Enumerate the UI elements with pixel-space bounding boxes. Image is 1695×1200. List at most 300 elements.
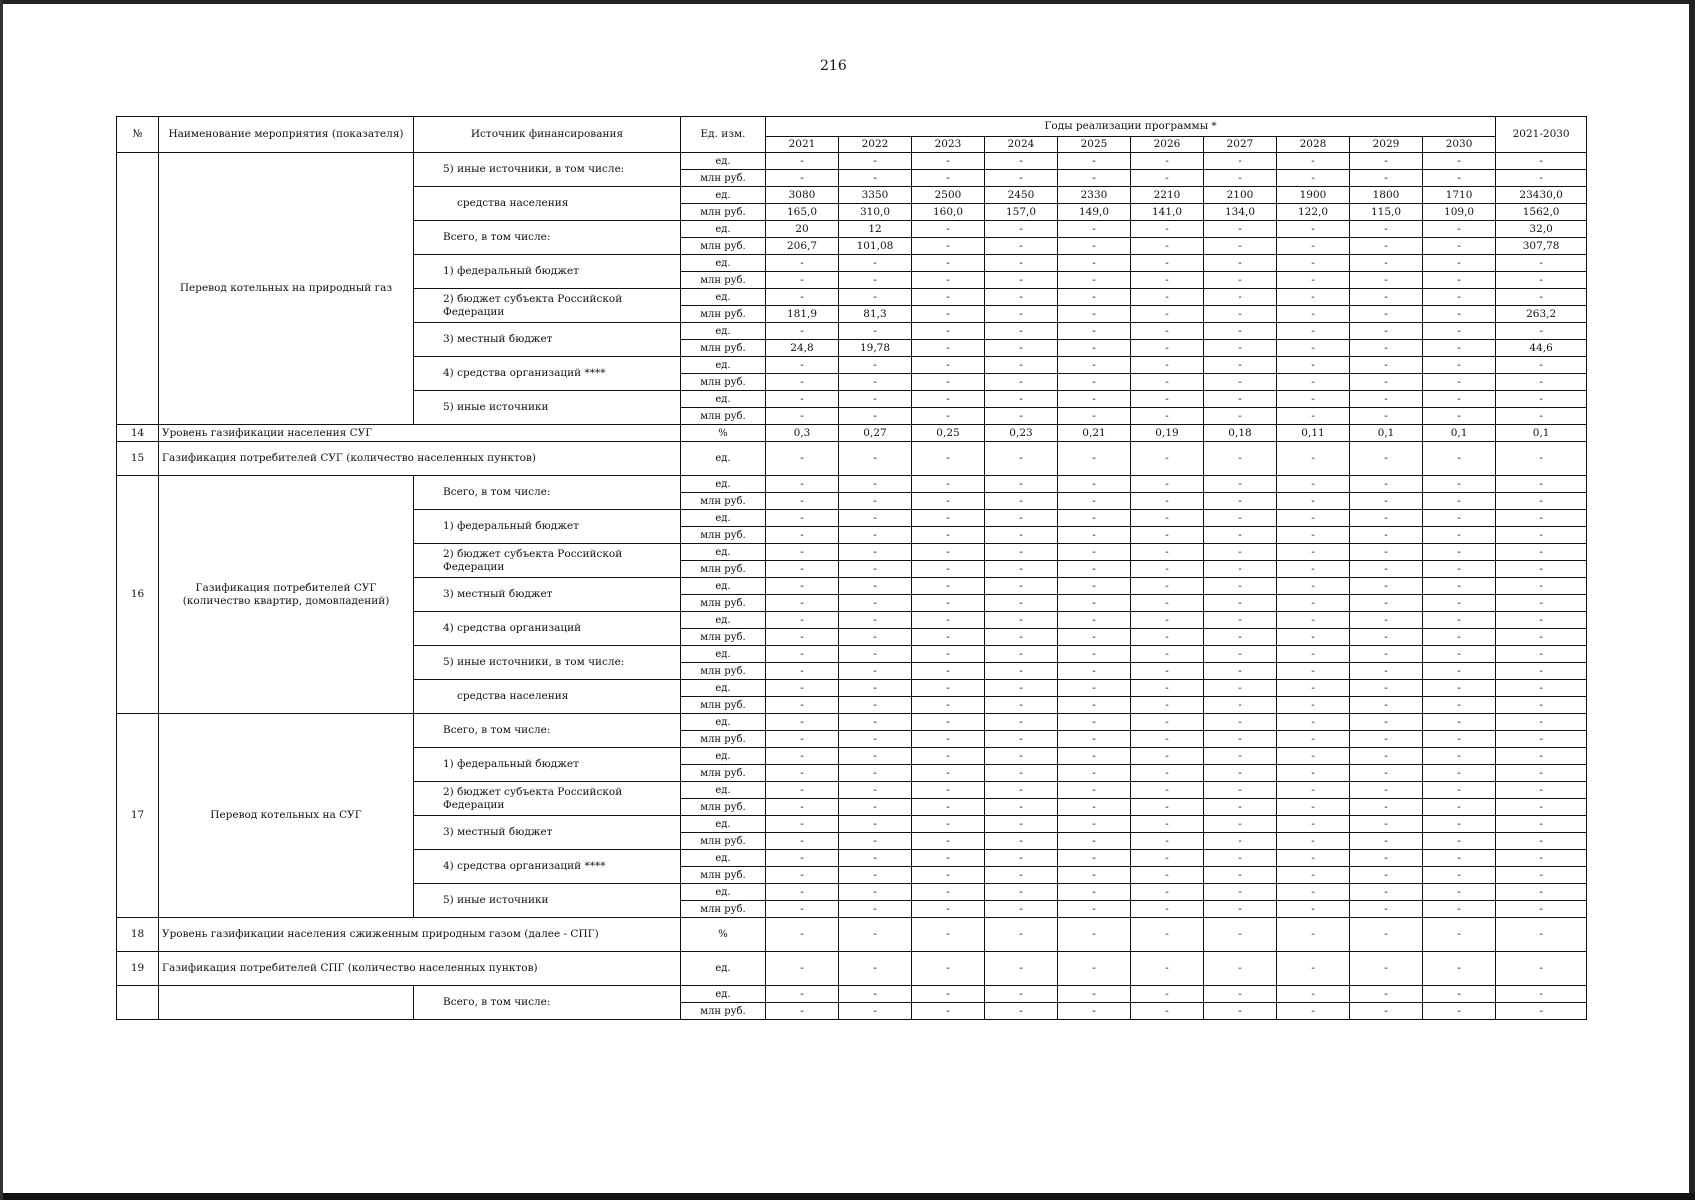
year-value-cell: - bbox=[1423, 238, 1496, 255]
year-value-cell: - bbox=[839, 255, 912, 272]
year-value-cell: - bbox=[1350, 731, 1423, 748]
funding-source-label: 3) местный бюджет bbox=[443, 333, 553, 345]
program-table bbox=[116, 116, 1587, 1020]
unit-cell: млн руб. bbox=[681, 493, 766, 510]
year-value-cell: - bbox=[1350, 221, 1423, 238]
unit-cell: млн руб. bbox=[681, 238, 766, 255]
year-value-cell: - bbox=[1277, 306, 1350, 323]
year-value-cell: - bbox=[1423, 765, 1496, 782]
year-value-cell: - bbox=[1423, 918, 1496, 952]
row-number bbox=[117, 986, 159, 1020]
total-cell: - bbox=[1496, 323, 1587, 340]
unit-cell: млн руб. bbox=[681, 765, 766, 782]
unit-cell: млн руб. bbox=[681, 595, 766, 612]
year-value-cell: - bbox=[985, 646, 1058, 663]
year-value-cell: - bbox=[1423, 748, 1496, 765]
year-value-cell: 3080 bbox=[766, 187, 839, 204]
header-year: 2021 bbox=[766, 137, 839, 153]
table-row bbox=[117, 986, 1587, 1003]
year-value-cell: - bbox=[839, 357, 912, 374]
year-value-cell: - bbox=[985, 289, 1058, 306]
year-value-cell: - bbox=[1277, 595, 1350, 612]
row-number: 14 bbox=[117, 425, 159, 442]
year-value-cell: - bbox=[1058, 714, 1131, 731]
year-value-cell: - bbox=[912, 153, 985, 170]
year-value-cell: - bbox=[766, 476, 839, 493]
year-value-cell: - bbox=[839, 289, 912, 306]
year-value-cell: - bbox=[1350, 663, 1423, 680]
year-value-cell: - bbox=[985, 544, 1058, 561]
year-value-cell: - bbox=[839, 629, 912, 646]
year-value-cell: - bbox=[839, 816, 912, 833]
year-value-cell: - bbox=[766, 510, 839, 527]
year-value-cell: 81,3 bbox=[839, 306, 912, 323]
header-year: 2024 bbox=[985, 137, 1058, 153]
year-value-cell: - bbox=[1423, 867, 1496, 884]
year-value-cell: - bbox=[839, 527, 912, 544]
year-value-cell: - bbox=[839, 595, 912, 612]
unit-cell: ед. bbox=[681, 816, 766, 833]
year-value-cell: - bbox=[766, 357, 839, 374]
year-value-cell: - bbox=[1350, 799, 1423, 816]
unit-cell: ед. bbox=[681, 680, 766, 697]
year-value-cell: - bbox=[1058, 510, 1131, 527]
year-value-cell: - bbox=[1350, 850, 1423, 867]
year-value-cell: 109,0 bbox=[1423, 204, 1496, 221]
year-value-cell: - bbox=[1423, 340, 1496, 357]
year-value-cell: - bbox=[1204, 833, 1277, 850]
year-value-cell: - bbox=[1058, 374, 1131, 391]
year-value-cell: - bbox=[1277, 646, 1350, 663]
year-value-cell: - bbox=[1131, 833, 1204, 850]
year-value-cell: - bbox=[1131, 340, 1204, 357]
year-value-cell: - bbox=[1423, 901, 1496, 918]
year-value-cell: - bbox=[1350, 714, 1423, 731]
year-value-cell: - bbox=[839, 374, 912, 391]
year-value-cell: - bbox=[1058, 731, 1131, 748]
year-value-cell: - bbox=[985, 680, 1058, 697]
year-value-cell: 12 bbox=[839, 221, 912, 238]
year-value-cell: - bbox=[1277, 901, 1350, 918]
year-value-cell: - bbox=[766, 272, 839, 289]
year-value-cell: - bbox=[1058, 901, 1131, 918]
year-value-cell: - bbox=[985, 629, 1058, 646]
year-value-cell: - bbox=[1131, 391, 1204, 408]
year-value-cell: - bbox=[1277, 629, 1350, 646]
year-value-cell: - bbox=[1350, 153, 1423, 170]
year-value-cell: - bbox=[985, 340, 1058, 357]
header-num: № bbox=[117, 117, 159, 153]
year-value-cell: - bbox=[1058, 833, 1131, 850]
total-cell: - bbox=[1496, 510, 1587, 527]
year-value-cell: - bbox=[1131, 578, 1204, 595]
year-value-cell: - bbox=[985, 901, 1058, 918]
year-value-cell: - bbox=[985, 765, 1058, 782]
year-value-cell: - bbox=[1058, 272, 1131, 289]
year-value-cell: - bbox=[1277, 357, 1350, 374]
funding-source bbox=[414, 357, 681, 391]
year-value-cell: - bbox=[766, 595, 839, 612]
year-value-cell: - bbox=[766, 153, 839, 170]
year-value-cell: - bbox=[1131, 289, 1204, 306]
year-value-cell: - bbox=[1058, 629, 1131, 646]
year-value-cell: - bbox=[766, 1003, 839, 1020]
header-year: 2022 bbox=[839, 137, 912, 153]
year-value-cell: - bbox=[912, 221, 985, 238]
year-value-cell: 0,19 bbox=[1131, 425, 1204, 442]
year-value-cell: - bbox=[912, 799, 985, 816]
year-value-cell: - bbox=[1277, 663, 1350, 680]
year-value-cell: - bbox=[985, 612, 1058, 629]
year-value-cell: 0,23 bbox=[985, 425, 1058, 442]
year-value-cell: - bbox=[1350, 510, 1423, 527]
year-value-cell: - bbox=[1423, 408, 1496, 425]
year-value-cell: - bbox=[839, 663, 912, 680]
year-value-cell: - bbox=[1204, 884, 1277, 901]
year-value-cell: - bbox=[985, 833, 1058, 850]
total-cell: - bbox=[1496, 901, 1587, 918]
year-value-cell: - bbox=[1058, 765, 1131, 782]
year-value-cell: - bbox=[839, 731, 912, 748]
year-value-cell: - bbox=[1058, 153, 1131, 170]
total-cell: - bbox=[1496, 476, 1587, 493]
year-value-cell: - bbox=[1204, 153, 1277, 170]
funding-source bbox=[414, 612, 681, 646]
year-value-cell: - bbox=[1423, 476, 1496, 493]
year-value-cell: - bbox=[1058, 799, 1131, 816]
year-value-cell: - bbox=[1204, 527, 1277, 544]
total-cell: - bbox=[1496, 765, 1587, 782]
year-value-cell: - bbox=[985, 714, 1058, 731]
total-cell: - bbox=[1496, 153, 1587, 170]
year-value-cell: 2330 bbox=[1058, 187, 1131, 204]
year-value-cell: - bbox=[1350, 408, 1423, 425]
year-value-cell: - bbox=[1423, 306, 1496, 323]
unit-cell: ед. bbox=[681, 782, 766, 799]
year-value-cell: - bbox=[1058, 255, 1131, 272]
year-value-cell: - bbox=[766, 289, 839, 306]
year-value-cell: 149,0 bbox=[1058, 204, 1131, 221]
total-cell: - bbox=[1496, 986, 1587, 1003]
year-value-cell: - bbox=[1131, 629, 1204, 646]
year-value-cell: - bbox=[985, 561, 1058, 578]
year-value-cell: - bbox=[1131, 527, 1204, 544]
year-value-cell: - bbox=[985, 221, 1058, 238]
table-row bbox=[117, 714, 1587, 731]
year-value-cell: 0,11 bbox=[1277, 425, 1350, 442]
total-cell: - bbox=[1496, 1003, 1587, 1020]
unit-cell: млн руб. bbox=[681, 272, 766, 289]
year-value-cell: - bbox=[1350, 374, 1423, 391]
year-value-cell: - bbox=[1058, 493, 1131, 510]
year-value-cell: - bbox=[1204, 408, 1277, 425]
year-value-cell: - bbox=[912, 272, 985, 289]
year-value-cell: - bbox=[1350, 952, 1423, 986]
year-value-cell: - bbox=[985, 476, 1058, 493]
year-value-cell: - bbox=[766, 799, 839, 816]
total-cell: - bbox=[1496, 170, 1587, 187]
year-value-cell: - bbox=[985, 493, 1058, 510]
year-value-cell: - bbox=[1058, 561, 1131, 578]
year-value-cell: - bbox=[1204, 612, 1277, 629]
year-value-cell: - bbox=[839, 272, 912, 289]
year-value-cell: - bbox=[1350, 884, 1423, 901]
year-value-cell: - bbox=[1131, 867, 1204, 884]
year-value-cell: - bbox=[1204, 357, 1277, 374]
year-value-cell: - bbox=[1131, 476, 1204, 493]
year-value-cell: - bbox=[985, 442, 1058, 476]
year-value-cell: - bbox=[912, 612, 985, 629]
year-value-cell: - bbox=[1204, 238, 1277, 255]
year-value-cell: 0,27 bbox=[839, 425, 912, 442]
total-cell: - bbox=[1496, 561, 1587, 578]
year-value-cell: - bbox=[985, 408, 1058, 425]
year-value-cell: - bbox=[912, 408, 985, 425]
year-value-cell: - bbox=[1350, 238, 1423, 255]
year-value-cell: - bbox=[912, 527, 985, 544]
year-value-cell: - bbox=[1204, 986, 1277, 1003]
unit-cell: млн руб. bbox=[681, 306, 766, 323]
year-value-cell: - bbox=[1204, 816, 1277, 833]
year-value-cell: - bbox=[912, 595, 985, 612]
year-value-cell: - bbox=[839, 918, 912, 952]
unit-cell: % bbox=[681, 425, 766, 442]
funding-source bbox=[414, 221, 681, 255]
total-cell: - bbox=[1496, 408, 1587, 425]
year-value-cell: - bbox=[1350, 680, 1423, 697]
unit-cell: % bbox=[681, 918, 766, 952]
year-value-cell: - bbox=[1131, 374, 1204, 391]
scan-border-top bbox=[0, 0, 1695, 4]
funding-source bbox=[414, 816, 681, 850]
year-value-cell: - bbox=[1277, 612, 1350, 629]
year-value-cell: - bbox=[1204, 510, 1277, 527]
year-value-cell: - bbox=[912, 867, 985, 884]
year-value-cell: - bbox=[1204, 221, 1277, 238]
year-value-cell: - bbox=[912, 731, 985, 748]
year-value-cell: - bbox=[1204, 476, 1277, 493]
header-unit: Ед. изм. bbox=[681, 117, 766, 153]
year-value-cell: - bbox=[1058, 748, 1131, 765]
unit-cell: млн руб. bbox=[681, 340, 766, 357]
year-value-cell: - bbox=[1350, 697, 1423, 714]
funding-source bbox=[414, 255, 681, 289]
unit-cell: млн руб. bbox=[681, 204, 766, 221]
year-value-cell: - bbox=[1277, 340, 1350, 357]
year-value-cell: - bbox=[1131, 357, 1204, 374]
year-value-cell: - bbox=[1350, 255, 1423, 272]
year-value-cell: - bbox=[1277, 850, 1350, 867]
funding-source bbox=[414, 323, 681, 357]
year-value-cell: - bbox=[839, 561, 912, 578]
year-value-cell: - bbox=[766, 323, 839, 340]
year-value-cell: 3350 bbox=[839, 187, 912, 204]
year-value-cell: - bbox=[1423, 272, 1496, 289]
year-value-cell: 101,08 bbox=[839, 238, 912, 255]
total-cell: - bbox=[1496, 697, 1587, 714]
year-value-cell: - bbox=[1423, 697, 1496, 714]
year-value-cell: - bbox=[1423, 952, 1496, 986]
year-value-cell: - bbox=[1423, 629, 1496, 646]
year-value-cell: - bbox=[912, 544, 985, 561]
year-value-cell: - bbox=[1277, 510, 1350, 527]
table-row bbox=[117, 476, 1587, 493]
total-cell: - bbox=[1496, 782, 1587, 799]
year-value-cell: - bbox=[1204, 918, 1277, 952]
year-value-cell: - bbox=[1350, 442, 1423, 476]
funding-source-label: средства населения bbox=[457, 690, 569, 702]
unit-cell: ед. bbox=[681, 187, 766, 204]
year-value-cell: - bbox=[1204, 697, 1277, 714]
total-cell: - bbox=[1496, 918, 1587, 952]
year-value-cell: - bbox=[766, 170, 839, 187]
funding-source bbox=[414, 578, 681, 612]
year-value-cell: - bbox=[1423, 561, 1496, 578]
total-cell: 1562,0 bbox=[1496, 204, 1587, 221]
header-year: 2029 bbox=[1350, 137, 1423, 153]
year-value-cell: - bbox=[1350, 476, 1423, 493]
total-cell: 23430,0 bbox=[1496, 187, 1587, 204]
unit-cell: ед. bbox=[681, 476, 766, 493]
year-value-cell: - bbox=[1131, 442, 1204, 476]
funding-source-label: 3) местный бюджет bbox=[443, 826, 553, 838]
year-value-cell: - bbox=[912, 782, 985, 799]
year-value-cell: 0,1 bbox=[1350, 425, 1423, 442]
year-value-cell: - bbox=[766, 986, 839, 1003]
year-value-cell: - bbox=[1350, 986, 1423, 1003]
year-value-cell: - bbox=[839, 714, 912, 731]
indicator-name: Газификация потребителей СПГ (количество населенных пунктов) bbox=[159, 952, 681, 986]
year-value-cell: - bbox=[912, 561, 985, 578]
year-value-cell: - bbox=[1131, 323, 1204, 340]
total-cell: - bbox=[1496, 272, 1587, 289]
year-value-cell: - bbox=[1423, 731, 1496, 748]
year-value-cell: - bbox=[912, 748, 985, 765]
year-value-cell: - bbox=[1131, 544, 1204, 561]
year-value-cell: - bbox=[912, 306, 985, 323]
year-value-cell: - bbox=[839, 799, 912, 816]
funding-source bbox=[414, 510, 681, 544]
year-value-cell: 1900 bbox=[1277, 187, 1350, 204]
measure-name: Перевод котельных на СУГ bbox=[159, 714, 414, 918]
year-value-cell: - bbox=[839, 680, 912, 697]
unit-cell: ед. bbox=[681, 221, 766, 238]
year-value-cell: - bbox=[766, 884, 839, 901]
year-value-cell: 2500 bbox=[912, 187, 985, 204]
year-value-cell: 24,8 bbox=[766, 340, 839, 357]
year-value-cell: - bbox=[1277, 867, 1350, 884]
year-value-cell: 2450 bbox=[985, 187, 1058, 204]
year-value-cell: - bbox=[1131, 850, 1204, 867]
funding-source-label: 3) местный бюджет bbox=[443, 588, 553, 600]
unit-cell: ед. bbox=[681, 748, 766, 765]
year-value-cell: 20 bbox=[766, 221, 839, 238]
total-cell: - bbox=[1496, 867, 1587, 884]
year-value-cell: - bbox=[1350, 595, 1423, 612]
year-value-cell: - bbox=[1277, 748, 1350, 765]
year-value-cell: - bbox=[766, 527, 839, 544]
year-value-cell: - bbox=[985, 1003, 1058, 1020]
year-value-cell: - bbox=[1204, 1003, 1277, 1020]
measure-name: Газификация потребителей СУГ (количество квартир, домовладений) bbox=[159, 476, 414, 714]
funding-source-label: 5) иные источники bbox=[443, 401, 549, 413]
year-value-cell: - bbox=[985, 952, 1058, 986]
year-value-cell: - bbox=[912, 323, 985, 340]
year-value-cell: - bbox=[912, 374, 985, 391]
year-value-cell: - bbox=[766, 850, 839, 867]
year-value-cell: - bbox=[1423, 153, 1496, 170]
year-value-cell: - bbox=[766, 918, 839, 952]
year-value-cell: - bbox=[1350, 867, 1423, 884]
year-value-cell: - bbox=[1350, 527, 1423, 544]
year-value-cell: - bbox=[1277, 391, 1350, 408]
year-value-cell: - bbox=[766, 493, 839, 510]
year-value-cell: - bbox=[1204, 595, 1277, 612]
funding-source bbox=[414, 476, 681, 510]
unit-cell: ед. bbox=[681, 986, 766, 1003]
measure-name bbox=[159, 986, 414, 1020]
year-value-cell: - bbox=[912, 578, 985, 595]
year-value-cell: - bbox=[1350, 765, 1423, 782]
funding-source-label: 4) средства организаций **** bbox=[443, 367, 606, 379]
year-value-cell: - bbox=[1277, 561, 1350, 578]
year-value-cell: - bbox=[1277, 918, 1350, 952]
year-value-cell: - bbox=[766, 714, 839, 731]
unit-cell: ед. bbox=[681, 952, 766, 986]
row-number: 16 bbox=[117, 476, 159, 714]
indicator-name: Газификация потребителей СУГ (количество населенных пунктов) bbox=[159, 442, 681, 476]
year-value-cell: - bbox=[1423, 680, 1496, 697]
year-value-cell: - bbox=[1204, 714, 1277, 731]
year-value-cell: - bbox=[985, 391, 1058, 408]
year-value-cell: - bbox=[1277, 255, 1350, 272]
year-value-cell: - bbox=[1423, 884, 1496, 901]
year-value-cell: - bbox=[1277, 170, 1350, 187]
year-value-cell: - bbox=[1058, 408, 1131, 425]
year-value-cell: - bbox=[1277, 714, 1350, 731]
year-value-cell: - bbox=[1277, 799, 1350, 816]
header-year: 2025 bbox=[1058, 137, 1131, 153]
year-value-cell: - bbox=[839, 391, 912, 408]
year-value-cell: 1710 bbox=[1423, 187, 1496, 204]
year-value-cell: - bbox=[1131, 918, 1204, 952]
year-value-cell: - bbox=[1131, 170, 1204, 187]
year-value-cell: - bbox=[985, 697, 1058, 714]
funding-source bbox=[414, 544, 681, 578]
year-value-cell: - bbox=[839, 833, 912, 850]
year-value-cell: - bbox=[1277, 238, 1350, 255]
year-value-cell: - bbox=[1350, 561, 1423, 578]
total-cell: - bbox=[1496, 799, 1587, 816]
year-value-cell: 310,0 bbox=[839, 204, 912, 221]
year-value-cell: 1800 bbox=[1350, 187, 1423, 204]
year-value-cell: - bbox=[839, 170, 912, 187]
year-value-cell: - bbox=[1204, 901, 1277, 918]
funding-source-label: Всего, в том числе: bbox=[443, 724, 551, 736]
total-cell: - bbox=[1496, 663, 1587, 680]
year-value-cell: - bbox=[912, 680, 985, 697]
year-value-cell: - bbox=[1423, 646, 1496, 663]
year-value-cell: - bbox=[1350, 289, 1423, 306]
year-value-cell: - bbox=[1350, 612, 1423, 629]
year-value-cell: - bbox=[766, 731, 839, 748]
year-value-cell: - bbox=[1131, 748, 1204, 765]
year-value-cell: - bbox=[1204, 561, 1277, 578]
year-value-cell: - bbox=[766, 748, 839, 765]
year-value-cell: - bbox=[1204, 850, 1277, 867]
year-value-cell: - bbox=[1131, 663, 1204, 680]
year-value-cell: - bbox=[766, 629, 839, 646]
